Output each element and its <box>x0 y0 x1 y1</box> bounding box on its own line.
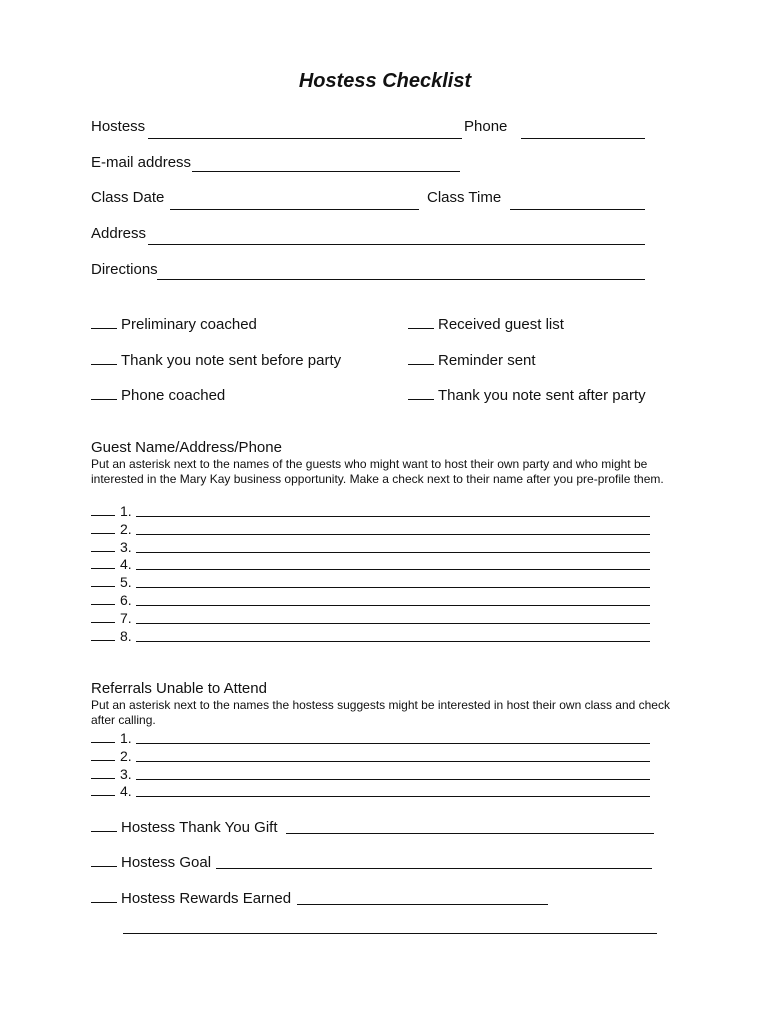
check-blank[interactable] <box>408 314 434 329</box>
guests-heading: Guest Name/Address/Phone <box>91 439 282 456</box>
check-blank[interactable] <box>91 747 115 761</box>
check-blank[interactable] <box>91 520 115 534</box>
list-item[interactable] <box>91 502 132 519</box>
list-item[interactable] <box>91 538 132 555</box>
check-blank[interactable] <box>91 502 115 516</box>
check-blank[interactable] <box>91 888 117 903</box>
list-item[interactable] <box>91 591 132 608</box>
class-date-label: Class Date <box>91 189 165 206</box>
row-number: 1. <box>120 503 132 519</box>
check-blank[interactable] <box>91 350 117 365</box>
check-blank[interactable] <box>408 350 434 365</box>
row-number: 7. <box>120 609 132 626</box>
check-blank[interactable] <box>91 591 115 605</box>
signature-line[interactable] <box>123 933 657 934</box>
email-field[interactable] <box>192 171 460 172</box>
entry-line[interactable] <box>136 779 650 780</box>
list-item[interactable] <box>91 520 132 537</box>
check-blank[interactable] <box>91 817 117 832</box>
checklist-item[interactable]: Received guest list <box>408 314 564 333</box>
phone-field[interactable] <box>521 138 645 139</box>
list-item[interactable] <box>91 782 132 799</box>
check-blank[interactable] <box>91 555 115 569</box>
row-number: 2. <box>120 520 132 537</box>
guests-instructions: Put an asterisk next to the names of the guests who might want to host their own party and who might be interested in the Mary Kay business opportunity. Make a check next to their name after you pre-profile them. <box>91 457 664 486</box>
row-number: 3. <box>120 538 132 555</box>
check-blank[interactable] <box>408 385 434 400</box>
entry-line[interactable] <box>136 761 650 762</box>
list-item[interactable] <box>91 627 132 644</box>
entry-line[interactable] <box>136 552 650 553</box>
list-item[interactable] <box>91 747 132 764</box>
entry-line[interactable] <box>136 605 650 606</box>
entry-line[interactable] <box>136 534 650 535</box>
list-item[interactable] <box>91 765 132 782</box>
row-number: 4. <box>120 783 132 800</box>
check-blank[interactable] <box>91 609 115 623</box>
hostess-label: Hostess <box>91 118 146 135</box>
check-blank[interactable] <box>91 627 115 641</box>
directions-field[interactable] <box>157 279 645 280</box>
list-item[interactable] <box>91 609 132 626</box>
list-item[interactable] <box>91 555 132 572</box>
entry-line[interactable] <box>136 796 650 797</box>
checklist-item[interactable]: Thank you note sent before party <box>91 350 341 369</box>
goal-item[interactable]: Hostess Goal <box>91 852 211 871</box>
check-blank[interactable] <box>91 314 117 329</box>
hostess-field[interactable] <box>148 138 462 139</box>
goal-field[interactable] <box>216 868 652 869</box>
address-label: Address <box>91 225 147 242</box>
entry-line[interactable] <box>136 623 650 624</box>
row-number: 6. <box>120 592 132 608</box>
entry-line[interactable] <box>136 516 650 517</box>
rewards-item[interactable]: Hostess Rewards Earned <box>91 888 291 907</box>
checklist-item[interactable]: Phone coached <box>91 385 225 404</box>
class-date-field[interactable] <box>170 209 419 210</box>
row-number: 1. <box>120 730 132 746</box>
address-field[interactable] <box>148 244 645 245</box>
entry-line[interactable] <box>136 743 650 744</box>
rewards-field[interactable] <box>297 904 548 905</box>
check-blank[interactable] <box>91 385 117 400</box>
directions-label: Directions <box>91 261 158 278</box>
row-number: 3. <box>120 765 132 782</box>
entry-line[interactable] <box>136 569 650 570</box>
referrals-instructions: Put an asterisk next to the names the hostess suggests might be interested in host their own class and check after calling. <box>91 698 670 727</box>
check-blank[interactable] <box>91 573 115 587</box>
check-blank[interactable] <box>91 852 117 867</box>
gift-item[interactable]: Hostess Thank You Gift <box>91 817 277 836</box>
page-title: Hostess Checklist <box>298 70 472 92</box>
class-time-field[interactable] <box>510 209 645 210</box>
gift-field[interactable] <box>286 833 654 834</box>
row-number: 8. <box>120 627 132 644</box>
list-item[interactable] <box>91 729 132 746</box>
row-number: 2. <box>120 747 132 764</box>
check-blank[interactable] <box>91 729 115 743</box>
check-blank[interactable] <box>91 538 115 552</box>
list-item[interactable] <box>91 573 132 590</box>
email-label: E-mail address <box>91 154 192 171</box>
row-number: 5. <box>120 574 132 591</box>
check-blank[interactable] <box>91 782 115 796</box>
checklist-item[interactable]: Reminder sent <box>408 350 536 369</box>
phone-label: Phone <box>464 118 508 135</box>
entry-line[interactable] <box>136 587 650 588</box>
referrals-heading: Referrals Unable to Attend <box>91 680 267 697</box>
row-number: 4. <box>120 556 132 573</box>
checklist-item[interactable]: Thank you note sent after party <box>408 385 646 404</box>
entry-line[interactable] <box>136 641 650 642</box>
check-blank[interactable] <box>91 765 115 779</box>
checklist-item[interactable]: Preliminary coached <box>91 314 257 333</box>
class-time-label: Class Time <box>427 189 502 206</box>
